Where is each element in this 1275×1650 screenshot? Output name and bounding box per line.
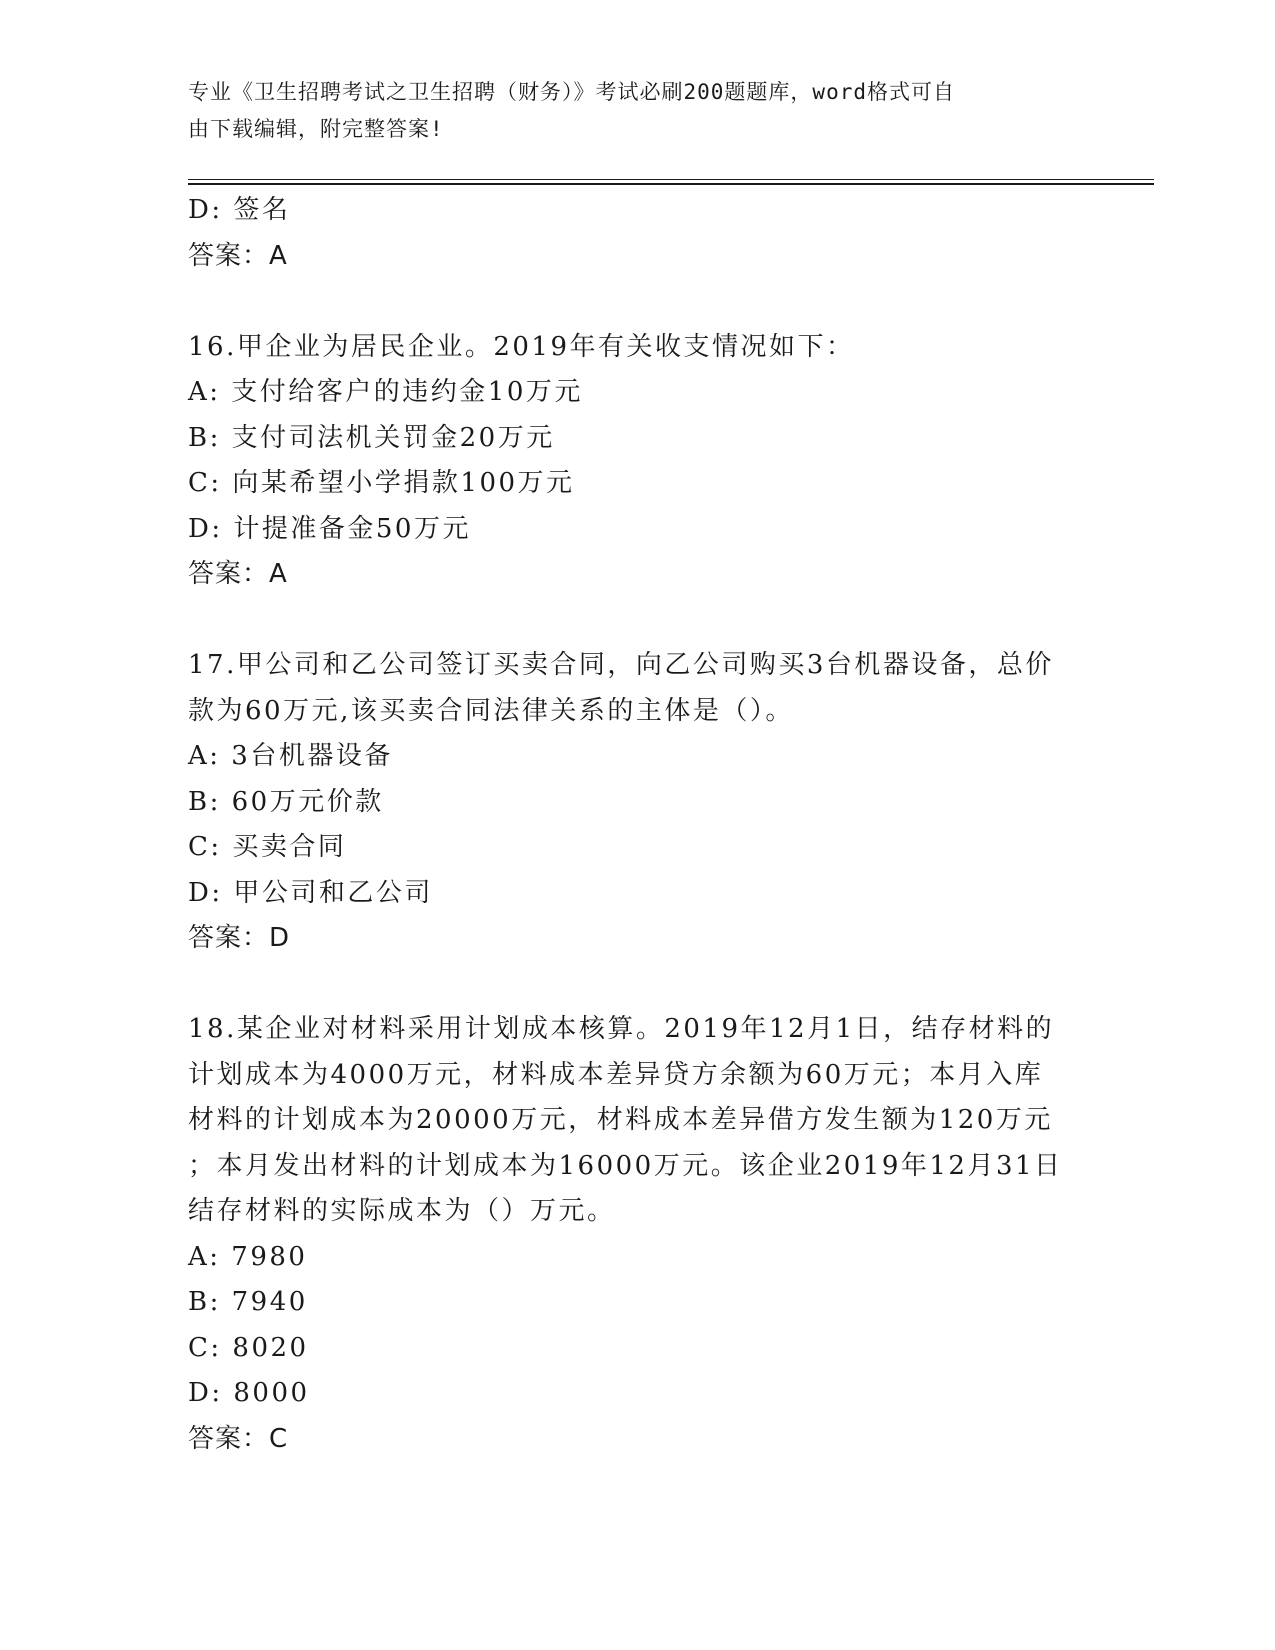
question-stem-line: ；本月发出材料的计划成本为16000万元。该企业2019年12月31日 bbox=[188, 1150, 1063, 1181]
option-d: D: 计提准备金50万元 bbox=[188, 513, 471, 544]
document-header bbox=[188, 74, 1068, 148]
previous-option-d: D: 签名 bbox=[188, 195, 291, 225]
spacer bbox=[188, 279, 1068, 325]
previous-answer: 答案：A bbox=[188, 240, 288, 271]
question-stem-line: 款为60万元,该买卖合同法律关系的主体是（）。 bbox=[188, 695, 794, 726]
option-a: A: 7980 bbox=[188, 1241, 308, 1272]
spacer bbox=[188, 962, 1068, 1008]
header-line-1: 专业《卫生招聘考试之卫生招聘（财务）》考试必刷200题题库，word格式可自 bbox=[188, 80, 955, 104]
question-stem-line: 计划成本为4000万元，材料成本差异贷方余额为60万元；本月入库 bbox=[188, 1059, 1044, 1090]
option-b: B: 支付司法机关罚金20万元 bbox=[188, 422, 555, 453]
question-stem-line: 16.甲企业为居民企业。2019年有关收支情况如下： bbox=[188, 331, 855, 362]
question-stem-line: 17.甲公司和乙公司签订买卖合同，向乙公司购买3台机器设备，总价 bbox=[188, 650, 1054, 680]
question-stem-line: 材料的计划成本为20000万元，材料成本差异借方发生额为120万元 bbox=[188, 1105, 1053, 1135]
question-18 bbox=[188, 1007, 1068, 1462]
header-rule-thin bbox=[188, 179, 1154, 180]
question-stem-line: 18.某企业对材料采用计划成本核算。2019年12月1日，结存材料的 bbox=[188, 1014, 1055, 1044]
question-stem-line: 结存材料的实际成本为（）万元。 bbox=[188, 1196, 616, 1226]
answer-line: 答案：A bbox=[188, 559, 288, 589]
question-list bbox=[188, 188, 1068, 1462]
spacer bbox=[188, 598, 1068, 644]
header-line-2: 由下载编辑，附完整答案! bbox=[188, 117, 444, 141]
option-d: D: 8000 bbox=[188, 1378, 310, 1408]
option-c: C: 向某希望小学捐款100万元 bbox=[188, 468, 575, 498]
option-b: B: 60万元价款 bbox=[188, 786, 384, 817]
option-a: A: 支付给客户的违约金10万元 bbox=[188, 377, 583, 407]
answer-line: 答案：D bbox=[188, 923, 291, 953]
option-c: C: 8020 bbox=[188, 1332, 309, 1363]
question-17 bbox=[188, 643, 1068, 962]
question-16 bbox=[188, 325, 1068, 598]
option-d: D: 甲公司和乙公司 bbox=[188, 877, 433, 908]
answer-line: 答案：C bbox=[188, 1423, 289, 1454]
option-b: B: 7940 bbox=[188, 1287, 308, 1317]
option-a: A: 3台机器设备 bbox=[188, 741, 393, 771]
header-rule-thick bbox=[188, 183, 1154, 185]
option-c: C: 买卖合同 bbox=[188, 832, 347, 862]
